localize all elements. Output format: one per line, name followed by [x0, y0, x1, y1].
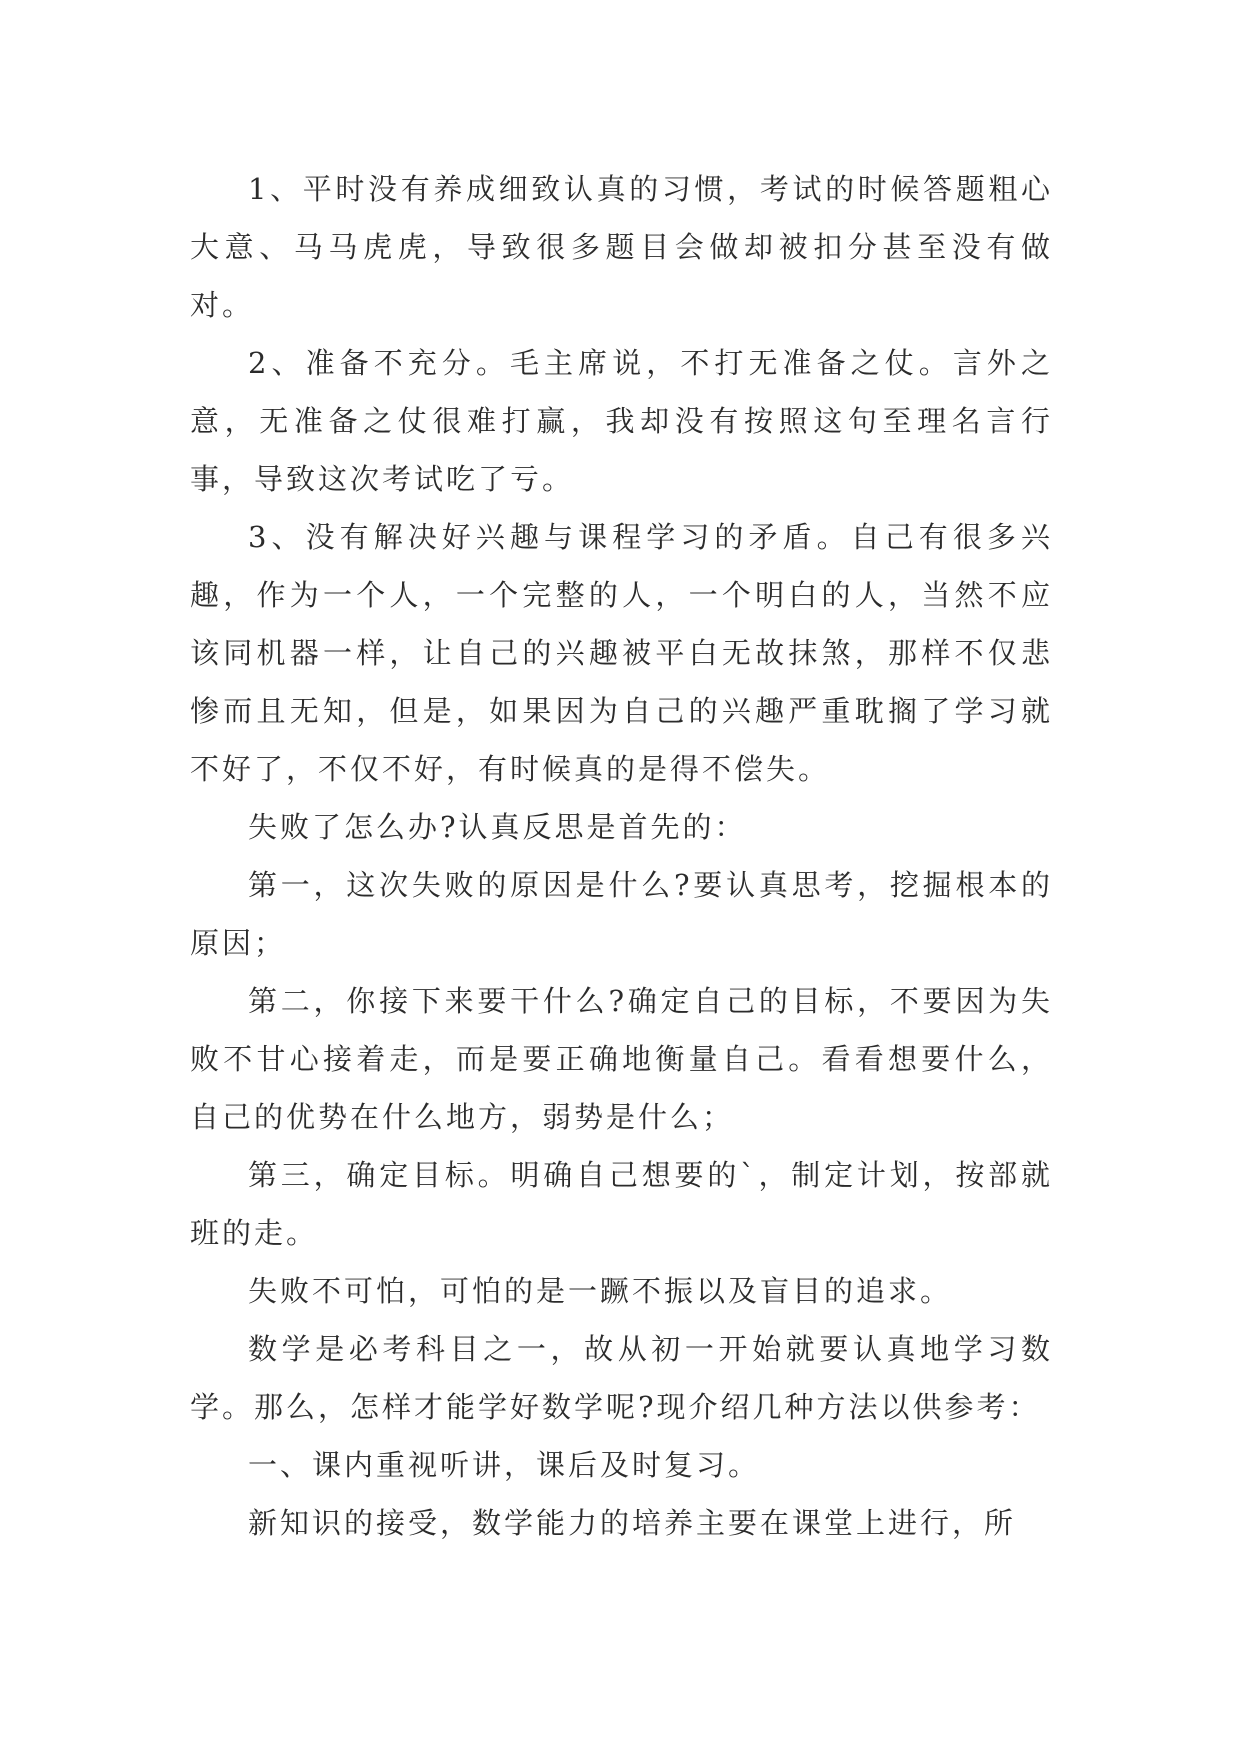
paragraph-3: 3、没有解决好兴趣与课程学习的矛盾。自己有很多兴趣，作为一个人，一个完整的人，一个明白的人，当然不应该同机器一样，让自己的兴趣被平白无故抹煞，那样不仅悲惨而且无知，但是，如果因为自己的兴趣严重耽搁了学习就不好了，不仅不好，有时候真的是得不偿失。	[190, 520, 1053, 786]
paragraph-11: 新知识的接受，数学能力的培养主要在课堂上进行，所	[248, 1506, 1017, 1540]
paragraph-6: 第二，你接下来要干什么?确定自己的目标，不要因为失败不甘心接着走，而是要正确地衡量自己。看看想要什么，自己的优势在什么地方，弱势是什么；	[190, 984, 1053, 1134]
document-body	[190, 160, 1053, 1552]
paragraph-4: 失败了怎么办?认真反思是首先的：	[248, 810, 747, 844]
paragraph-5: 第一，这次失败的原因是什么?要认真思考，挖掘根本的原因；	[190, 868, 1053, 960]
paragraph-1: 1、平时没有养成细致认真的习惯，考试的时候答题粗心大意、马马虎虎，导致很多题目会做却被扣分甚至没有做对。	[190, 172, 1053, 322]
paragraph-2: 2、准备不充分。毛主席说，不打无准备之仗。言外之意，无准备之仗很难打赢，我却没有按照这句至理名言行事，导致这次考试吃了亏。	[190, 346, 1053, 496]
paragraph-9: 数学是必考科目之一，故从初一开始就要认真地学习数学。那么，怎样才能学好数学呢?现介绍几种方法以供参考：	[190, 1332, 1053, 1424]
paragraph-10: 一、课内重视听讲，课后及时复习。	[248, 1448, 761, 1482]
paragraph-8: 失败不可怕，可怕的是一蹶不振以及盲目的追求。	[248, 1274, 953, 1308]
paragraph-7: 第三，确定目标。明确自己想要的`，制定计划，按部就班的走。	[190, 1158, 1053, 1250]
